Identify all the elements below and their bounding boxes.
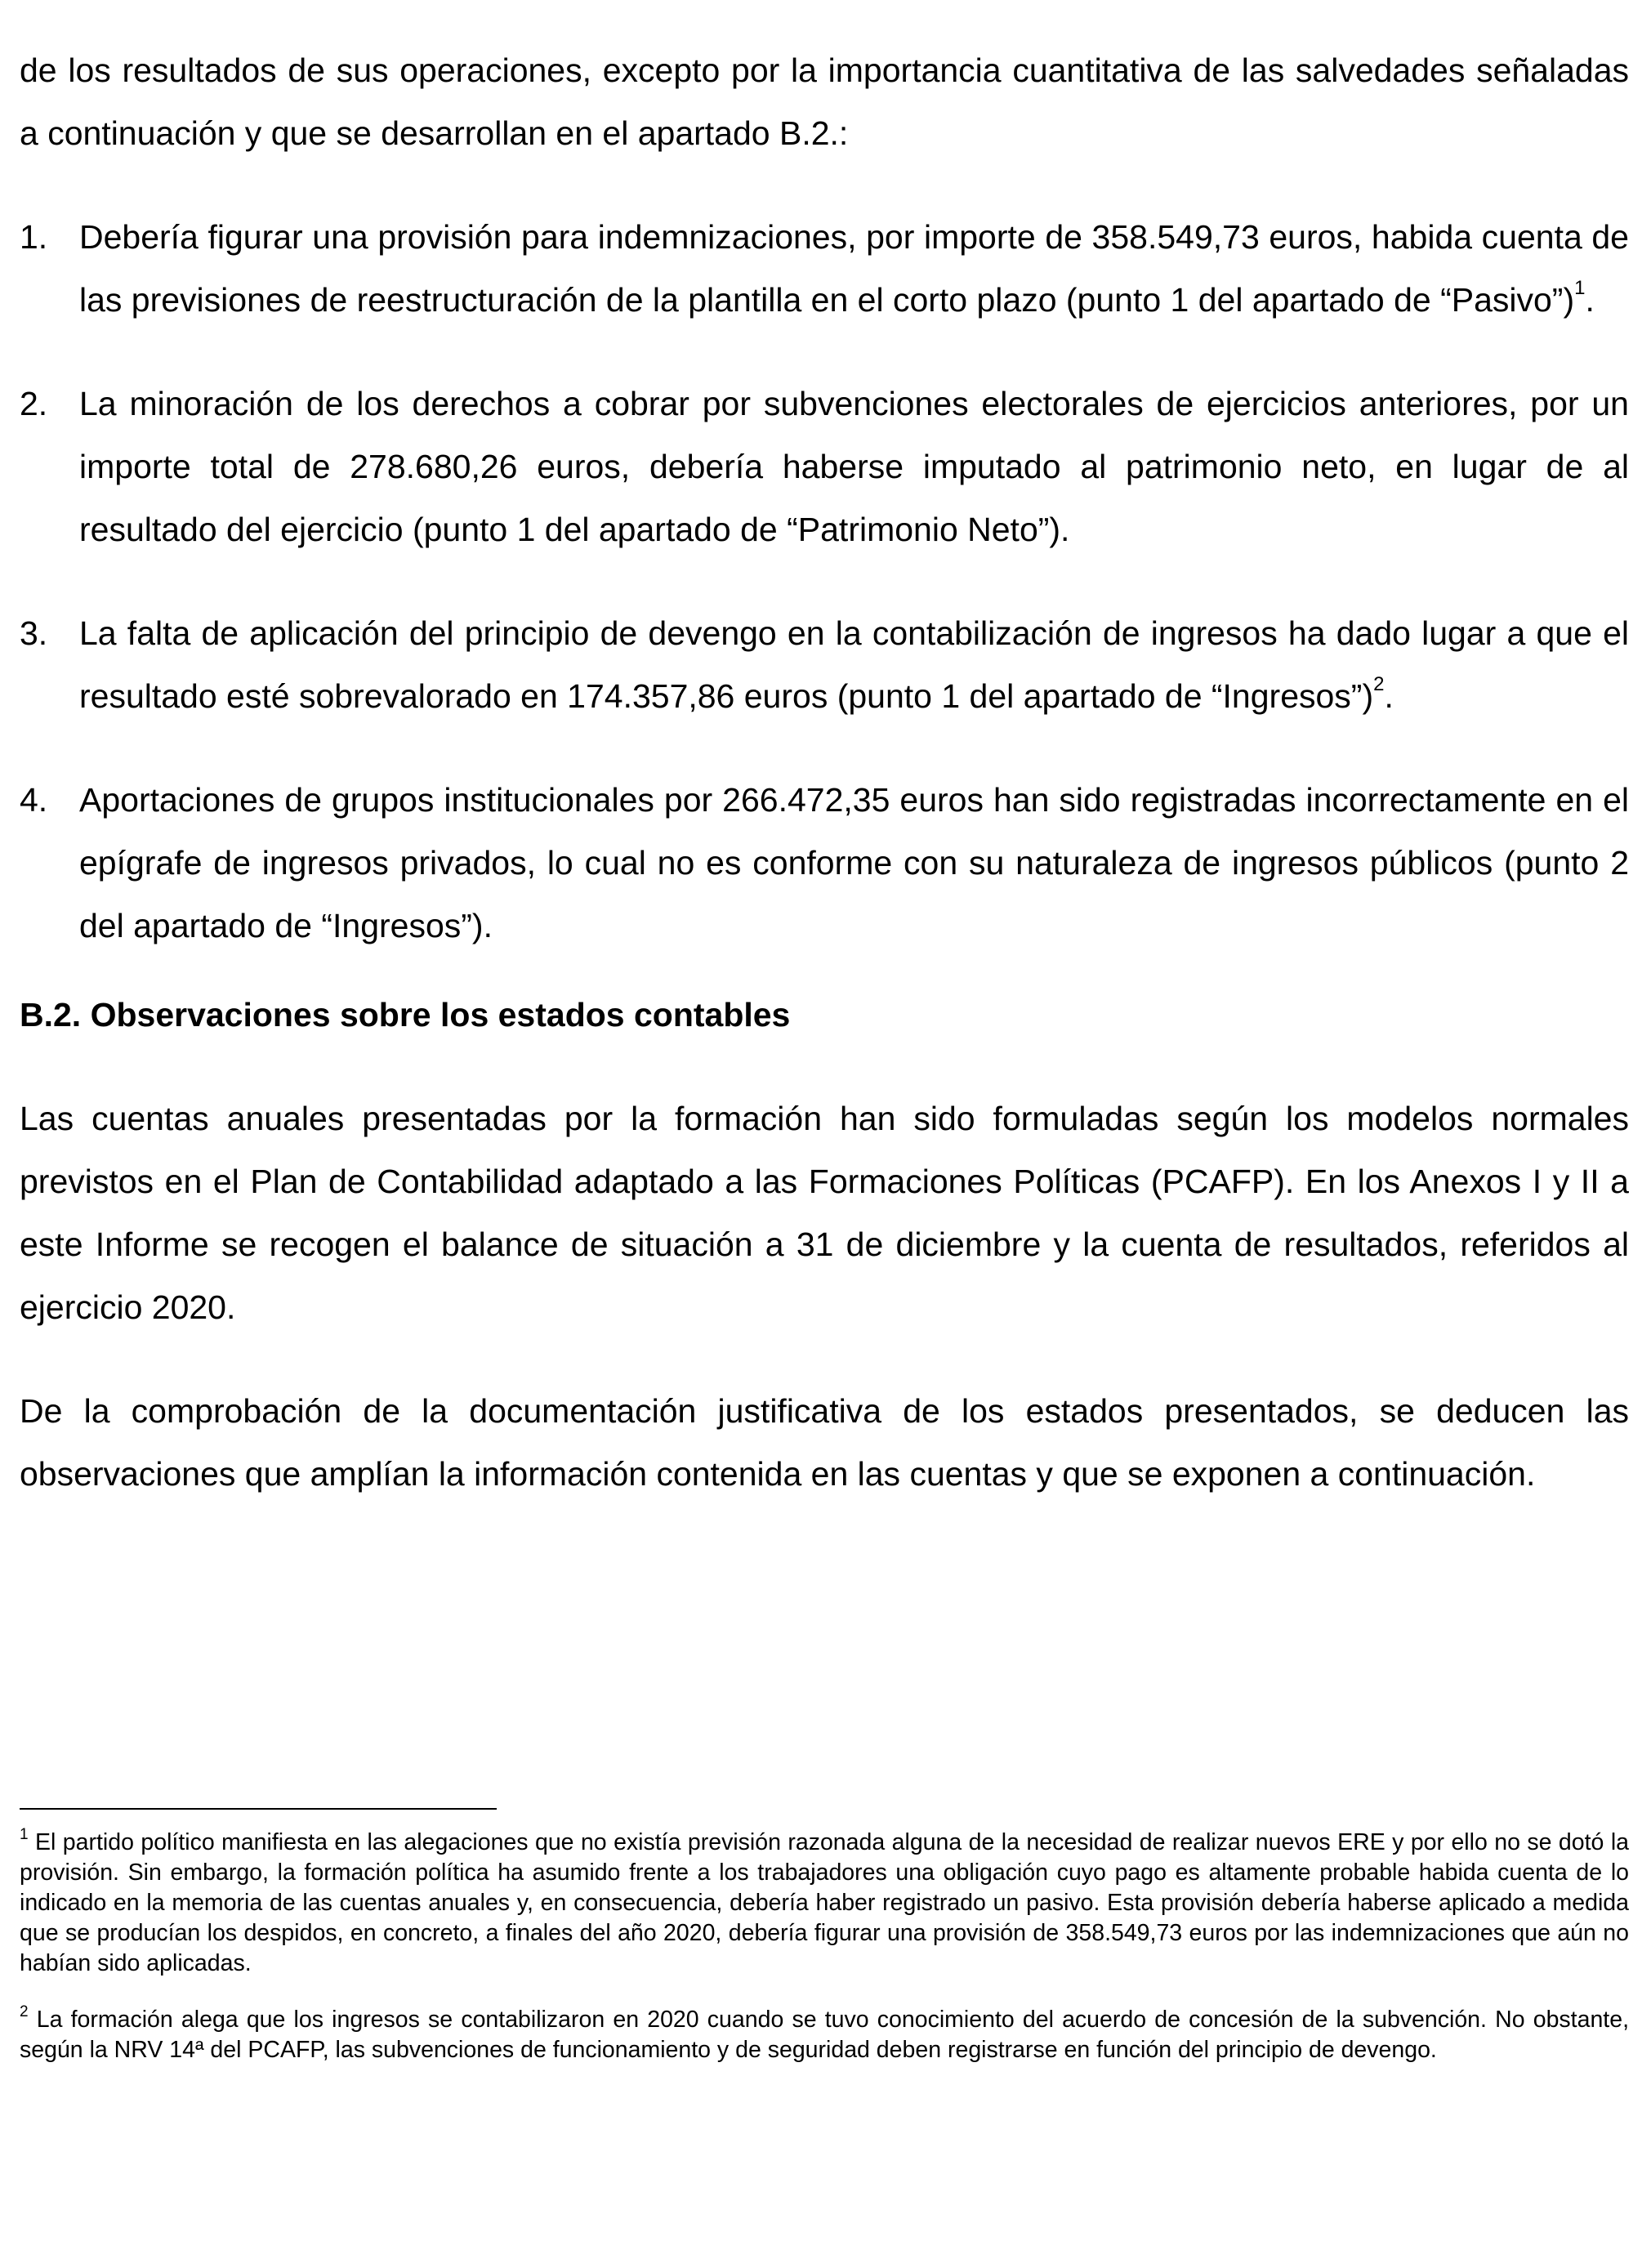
section-paragraph-2: De la comprobación de la documentación justificativa de los estados presentados, se deducen las observaciones que amplían la información contenida en las cuentas y que se exponen a continuación.	[20, 1392, 1629, 1493]
footnote-separator	[20, 1808, 497, 1810]
salvedad-text: Debería figurar una provisión para indemnizaciones, por importe de 358.549,73 euros, habida cuenta de las previsiones de reestructuración de la plantilla en el corto plazo (punto 1 del apartado de “Pasivo”)	[79, 218, 1629, 319]
footnote-ref-2: 2	[1373, 673, 1385, 696]
list-number: 4.	[20, 781, 48, 819]
salvedad-item-4	[20, 769, 1629, 958]
footnote-text: La formación alega que los ingresos se contabilizaron en 2020 cuando se tuvo conocimiento del acuerdo de concesión de la subvención. No obstante, según la NRV 14ª del PCAFP, las subvenciones de funcionamiento y de seguridad deben registrarse en función del principio de devengo.	[20, 2007, 1629, 2063]
document-page	[20, 39, 1629, 1506]
list-number: 2.	[20, 385, 48, 422]
salvedad-item-2	[20, 373, 1629, 561]
salvedad-text: La falta de aplicación del principio de devengo en la contabilización de ingresos ha dado lugar a que el resultado esté sobrevalorado en 174.357,86 euros (punto 1 del apartado de “Ingresos”)	[79, 614, 1629, 715]
list-number: 1.	[20, 218, 48, 256]
salvedad-text: La minoración de los derechos a cobrar por subvenciones electorales de ejercicios anteriores, por un importe total de 278.680,26 euros, debería haberse imputado al patrimonio neto, en lugar de al resultado del ejercicio (punto 1 del apartado de “Patrimonio Neto”).	[79, 385, 1629, 548]
list-number: 3.	[20, 614, 48, 652]
salvedad-text: Aportaciones de grupos institucionales por 266.472,35 euros han sido registradas incorrectamente en el epígrafe de ingresos privados, lo cual no es conforme con su naturaleza de ingresos públicos (punto 2 del apartado de “Ingresos”).	[79, 781, 1629, 944]
footnotes	[20, 1808, 1629, 2065]
footnote-mark: 2	[20, 2002, 29, 2020]
footnote-ref-1: 1	[1574, 277, 1586, 300]
footnote-mark: 1	[20, 1825, 29, 1843]
footnote-1	[20, 1825, 1630, 1979]
section-heading: B.2. Observaciones sobre los estados contables	[20, 996, 791, 1034]
salvedad-item-3	[20, 602, 1629, 728]
intro-paragraph: de los resultados de sus operaciones, excepto por la importancia cuantitativa de las salvedades señaladas a continuación y que se desarrollan en el apartado B.2.:	[20, 51, 1629, 152]
salvedad-item-1	[20, 206, 1629, 332]
footnote-text: El partido político manifiesta en las alegaciones que no existía previsión razonada alguna de la necesidad de realizar nuevos ERE y por ello no se dotó la provisión. Sin embargo, la formación política ha asumido frente a los trabajadores una obligación cuyo pago es altamente probable habida cuenta de lo indicado en la memoria de las cuentas anuales y, en consecuencia, debería haber registrado un pasivo. Esta provisión debería haberse aplicado a medida que se producían los despidos, en concreto, a finales del año 2020, debería figurar una provisión de 358.549,73 euros por las indemnizaciones que aún no habían sido aplicadas.	[20, 1829, 1630, 1976]
salvedad-trailing: .	[1585, 281, 1595, 319]
section-paragraph-1: Las cuentas anuales presentadas por la formación han sido formuladas según los modelos normales previstos en el Plan de Contabilidad adaptado a las Formaciones Políticas (PCAFP). En los Anexos I y II a este Informe se recogen el balance de situación a 31 de diciembre y la cuenta de resultados, referidos al ejercicio 2020.	[20, 1100, 1629, 1326]
footnote-2	[20, 2002, 1629, 2065]
salvedad-trailing: .	[1384, 677, 1394, 715]
